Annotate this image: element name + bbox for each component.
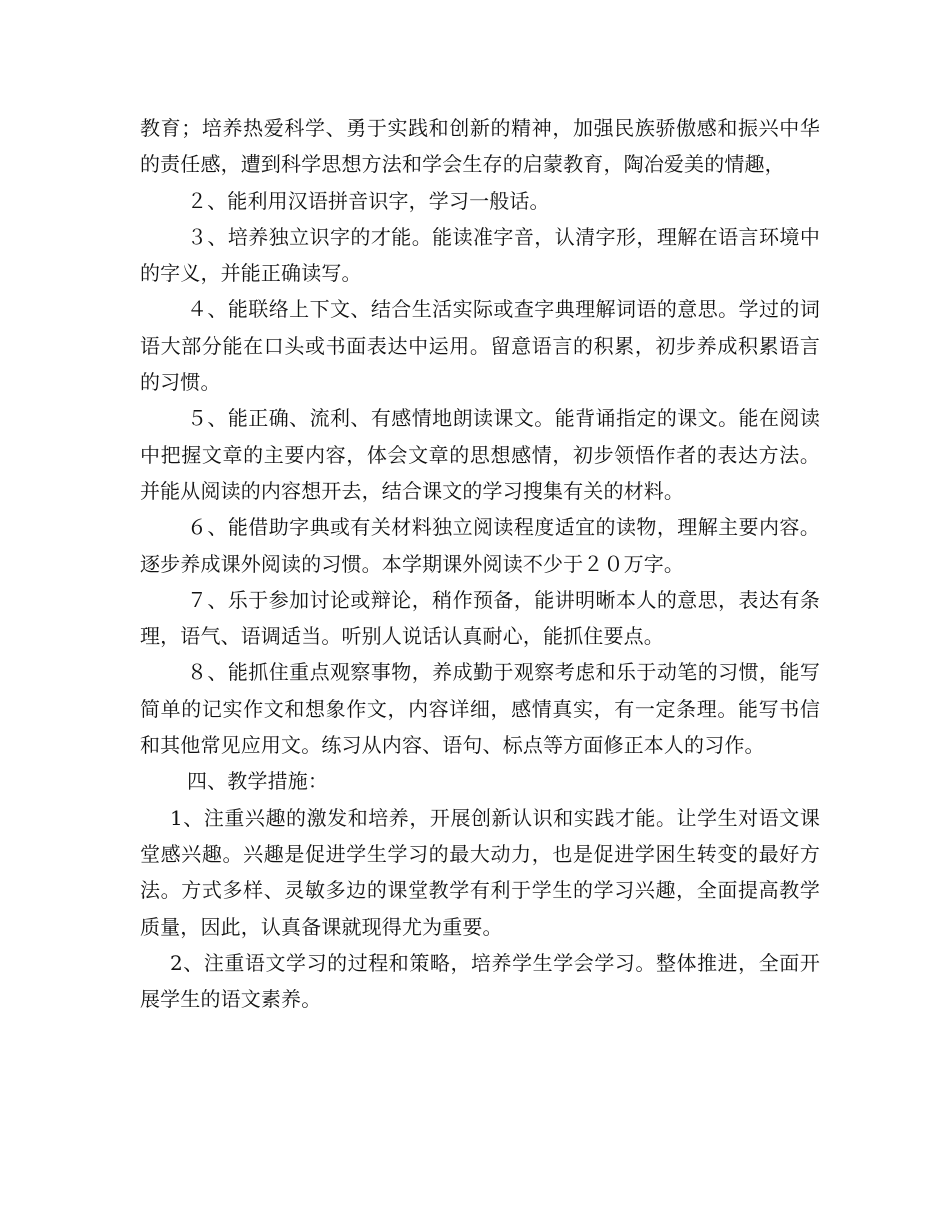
paragraph-measure-2: 2、注重语文学习的过程和策略，培养学生学会学习。整体推进，全面开展学生的语文素养。 (140, 950, 820, 1012)
section-heading-teaching-measures: 四、教学措施： (187, 769, 329, 794)
paragraph-goal-7: ７、乐于参加讨论或辩论，稍作预备，能讲明晰本人的意思，表达有条理，语气、语调适当。听别人说话认真耐心，能抓住要点。 (140, 587, 820, 649)
paragraph-goal-5: ５、能正确、流利、有感情地朗读课文。能背诵指定的课文。能在阅读中把握文章的主要内容，体会文章的思想感情，初步领悟作者的表达方法。并能从阅读的内容想开去，结合课文的学习搜集有关的材料。 (140, 406, 820, 503)
document-body (140, 110, 820, 1017)
paragraph-goals-continuation: 教育；培养热爱科学、勇于实践和创新的精神，加强民族骄傲感和振兴中华的责任感，遭到科学思想方法和学会生存的启蒙教育，陶冶爱美的情趣， (140, 116, 820, 177)
paragraph-goal-6: ６、能借助字典或有关材料独立阅读程度适宜的读物，理解主要内容。逐步养成课外阅读的习惯。本学期课外阅读不少于２０万字。 (140, 515, 820, 576)
paragraph-goal-2: ２、能利用汉语拼音识字，学习一般话。 (187, 188, 550, 213)
paragraph-goal-4: ４、能联络上下文、结合生活实际或查字典理解词语的意思。学过的词语大部分能在口头或书面表达中运用。留意语言的积累，初步养成积累语言的习惯。 (140, 297, 820, 395)
paragraph-measure-1: 1、注重兴趣的激发和培养，开展创新认识和实践才能。让学生对语文课堂感兴趣。兴趣是促进学生学习的最大动力，也是促进学困生转变的最好方法。方式多样、灵敏多边的课堂教学有利于学生的学习兴趣，全面提高教学质量，因此，认真备课就现得尤为重要。 (140, 805, 820, 939)
paragraph-goal-3: ３、培养独立识字的才能。能读准字音，认清字形，理解在语言环境中的字义，并能正确读写。 (140, 224, 820, 286)
paragraph-goal-8: ８、能抓住重点观察事物，养成勤于观察考虑和乐于动笔的习惯，能写简单的记实作文和想象作文，内容详细，感情真实，有一定条理。能写书信和其他常见应用文。练习从内容、语句、标点等方面修正本人的习作。 (140, 660, 820, 758)
